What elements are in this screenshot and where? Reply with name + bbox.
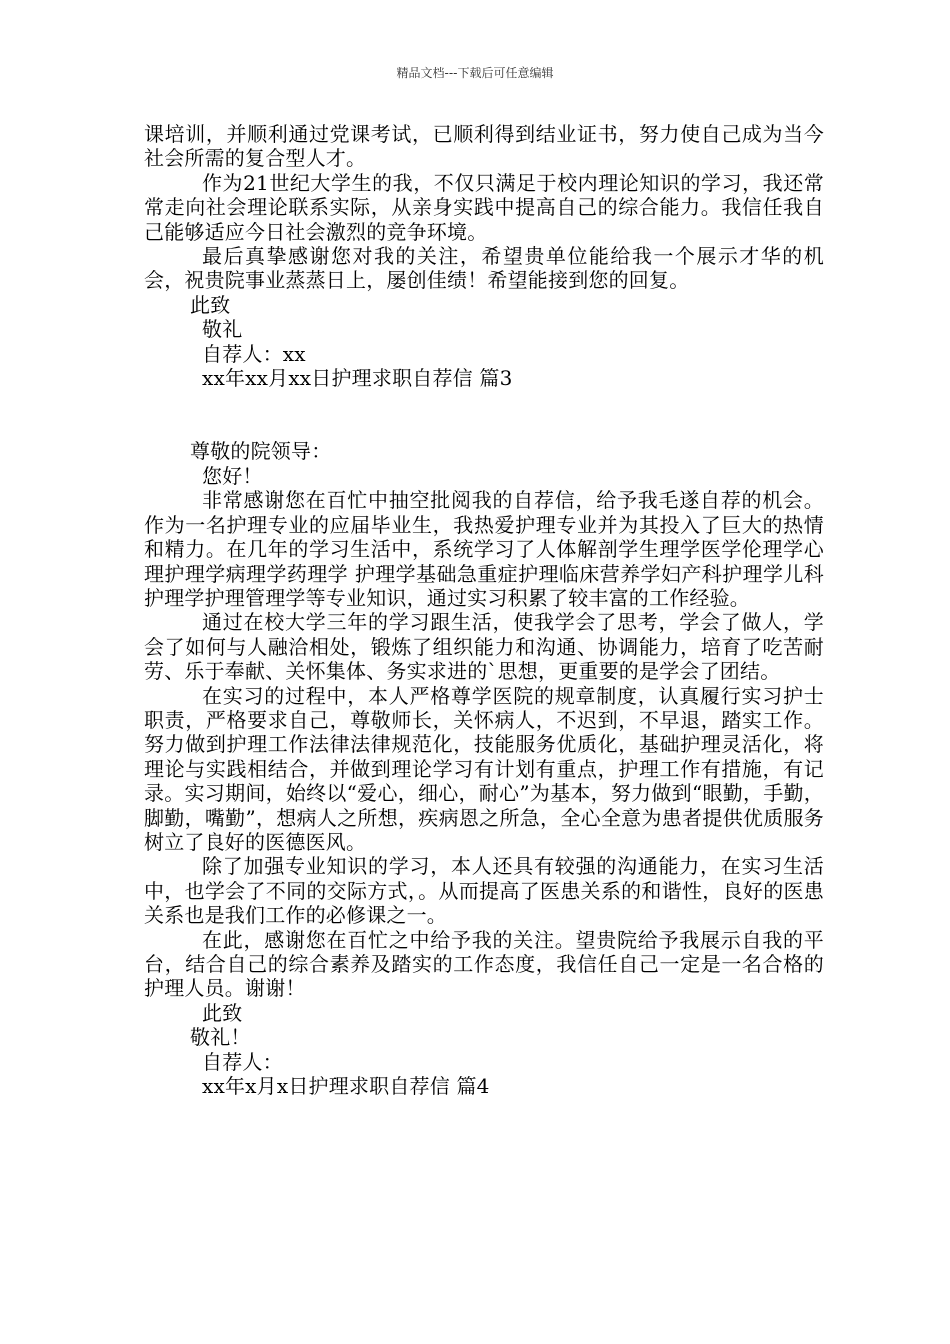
paragraph-thanks: 最后真挚感谢您对我的关注，希望贵单位能给我一个展示才华的机会，祝贵院事业蒸蒸日上，屡创佳绩！希望能接到您的回复。 [144,244,824,293]
page-header: 精品文档---下载后可任意编辑 [396,66,554,80]
greeting: 您好！ [202,463,263,488]
date-and-next-title: xx年xx月xx日护理求职自荐信 篇3 [202,366,513,391]
paragraph-internship: 在实习的过程中，本人严格尊学医院的规章制度，认真履行实习护士职责，严格要求自己，尊敬师长，关怀病人，不迟到，不早退，踏实工作。努力做到护理工作法律法律规范化，技能服务优质化，基础护理灵活化，将理论与实践相结合，并做到理论学习有计划有重点，护理工作有措施，有记录。实习期间，始终以“爱心，细心，耐心”为基本，努力做到“眼勤，手勤，脚勤，嘴勤”，想病人之所想，疾病恩之所急，全心全意为患者提供优质服务树立了良好的医德医风。 [144,683,824,854]
paragraph-intro: 非常感谢您在百忙中抽空批阅我的自荐信，给予我毛遂自荐的机会。作为一名护理专业的应届毕业生，我热爱护理专业并为其投入了巨大的热情和精力。在几年的学习生活中，系统学习了人体解剖学生理学医学伦理学心理护理学病理学药理学 护理学基础急重症护理临床营养学妇产科护理学儿科护理学护理管理学等专业知识，通过实习积累了较丰富的工作经验。 [144,488,824,610]
closing-jingli: 敬礼！ [190,1025,251,1050]
document-body [144,122,824,1098]
closing-cizhi: 此致 [190,292,231,317]
date-and-next-title: xx年x月x日护理求职自荐信 篇4 [202,1074,490,1099]
signature: 自荐人： [202,1049,283,1074]
closing-jingli: 敬礼 [202,317,243,342]
closing-cizhi: 此致 [202,1000,243,1025]
section-gap [144,390,824,439]
paragraph-closing-thanks: 在此，感谢您在百忙之中给予我的关注。望贵院给予我展示自我的平台，结合自己的综合素养及踏实的工作态度，我信任自己一定是一名合格的护理人员。谢谢！ [144,927,824,1001]
paragraph-practice: 作为21世纪大学生的我，不仅只满足于校内理论知识的学习，我还常常走向社会理论联系实际，从亲身实践中提高自己的综合能力。我信任我自己能够适应今日社会激烈的竞争环境。 [144,170,824,244]
paragraph-communication: 除了加强专业知识的学习，本人还具有较强的沟通能力，在实习生活中，也学会了不同的交际方式，。从而提高了医患关系的和谐性，良好的医患关系也是我们工作的必修课之一。 [144,854,824,928]
paragraph-study-life: 通过在校大学三年的学习跟生活，使我学会了思考，学会了做人，学会了如何与人融洽相处，锻炼了组织能力和沟通、协调能力，培育了吃苦耐劳、乐于奉献、关怀集体、务实求进的`思想，更重要的是学会了团结。 [144,610,824,684]
salutation: 尊敬的院领导： [190,439,332,464]
signature: 自荐人：xx [202,341,306,366]
paragraph-continued: 课培训，并顺利通过党课考试，已顺利得到结业证书，努力使自己成为当今社会所需的复合型人才。 [144,122,824,171]
